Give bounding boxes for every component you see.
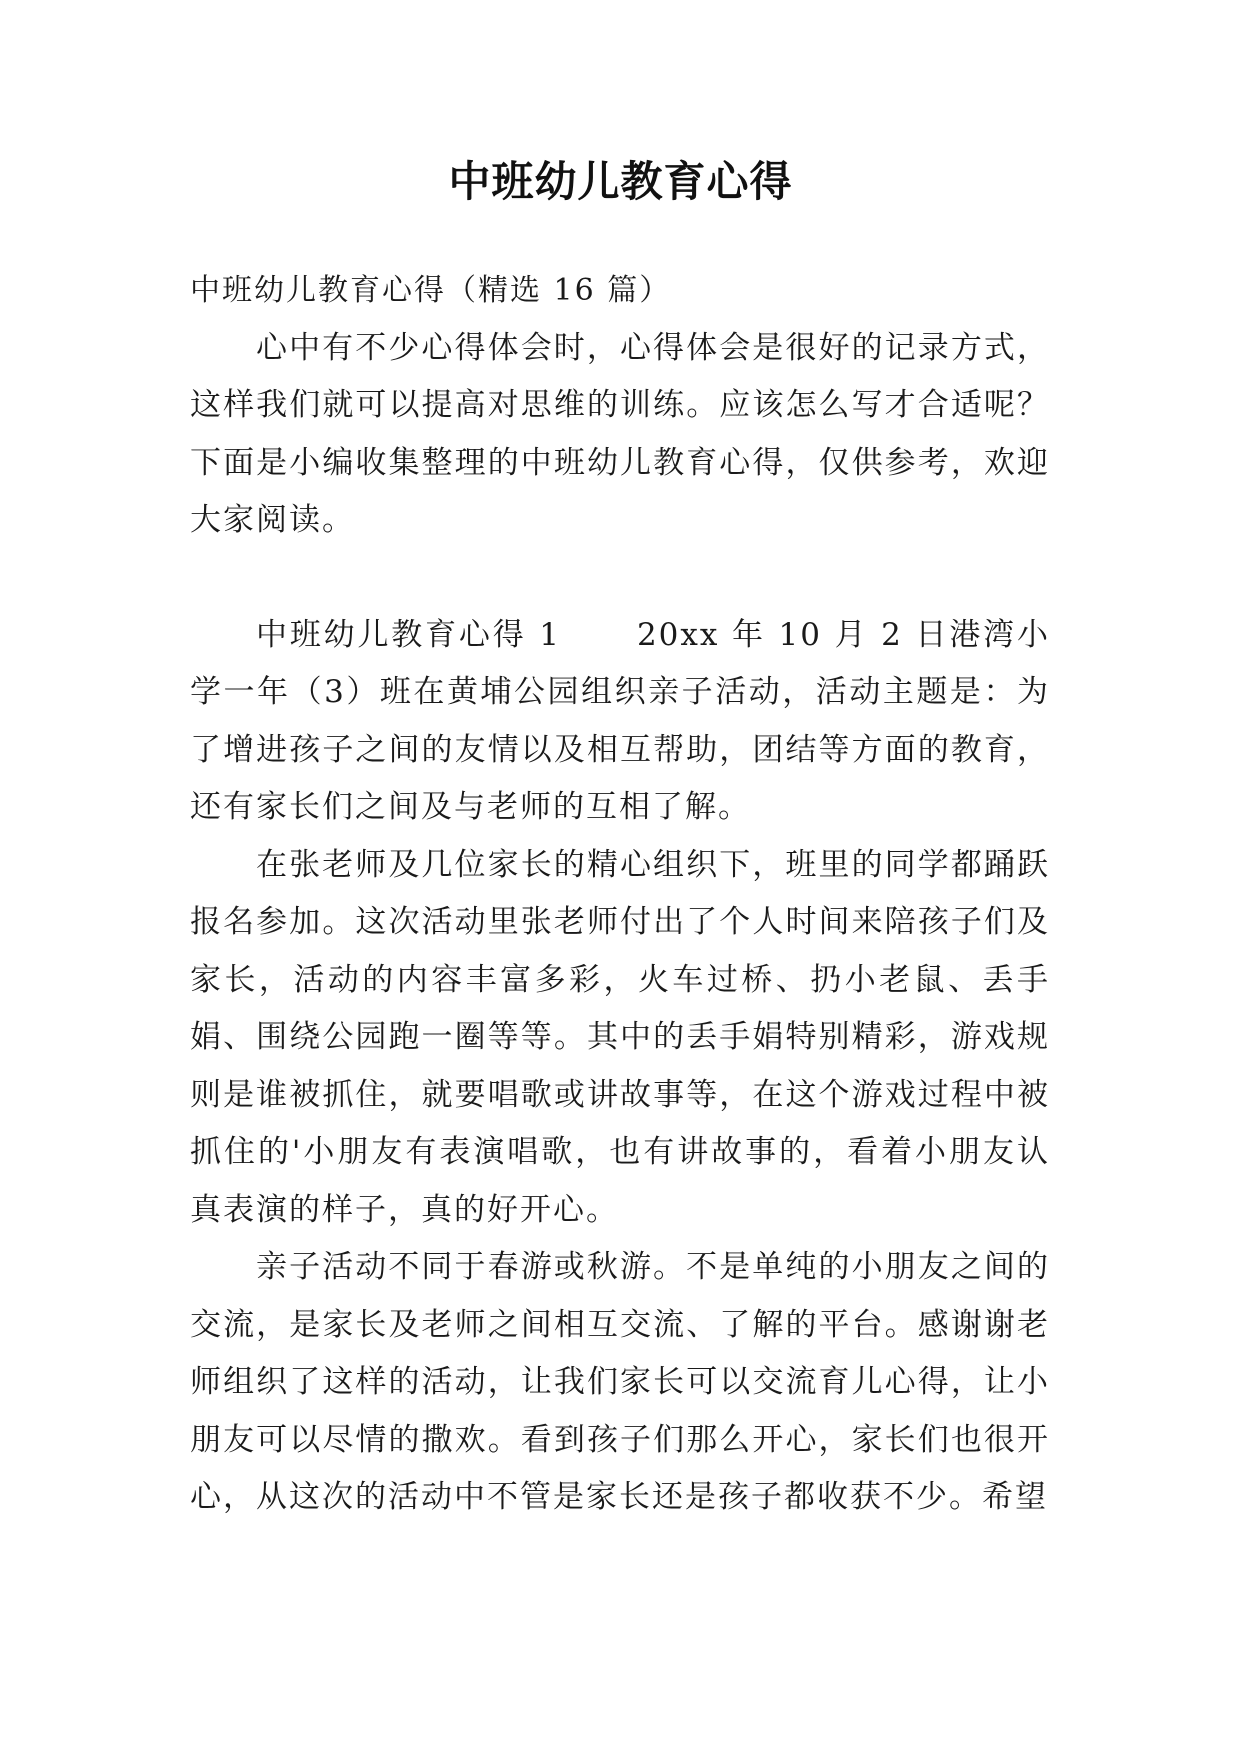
- section-1-heading: 中班幼儿教育心得 1: [256, 616, 561, 653]
- section-1-paragraph-3: 亲子活动不同于春游或秋游。不是单纯的小朋友之间的交流，是家长及老师之间相互交流、了解的平台。感谢谢老师组织了这样的活动，让我们家长可以交流育儿心得，让小朋友可以尽情的撒欢。看到孩子们那么开心，家长们也很开心，从这次的活动中不管是家长还是孩子都收获不少。希望: [190, 1249, 1050, 1515]
- document-title: 中班幼儿教育心得: [448, 157, 793, 206]
- document-subtitle: 中班幼儿教育心得（精选 16 篇）: [190, 273, 672, 308]
- document-body: [190, 262, 1050, 1527]
- section-1-paragraph-2: 在张老师及几位家长的精心组织下，班里的同学都踊跃报名参加。这次活动里张老师付出了个人时间来陪孩子们及家长，活动的内容丰富多彩，火车过桥、扔小老鼠、丢手娟、围绕公园跑一圈等等。其中的丢手娟特别精彩，游戏规则是谁被抓住，就要唱歌或讲故事等，在这个游戏过程中被抓住的'小朋友有表演唱歌，也有讲故事的，看着小朋友认真表演的样子，真的好开心。: [190, 846, 1050, 1228]
- section-gap: [190, 550, 1050, 607]
- intro-paragraph: 心中有不少心得体会时，心得体会是很好的记录方式，这样我们就可以提高对思维的训练。应该怎么写才合适呢？下面是小编收集整理的中班幼儿教育心得，仅供参考，欢迎大家阅读。: [190, 329, 1050, 538]
- section-1-paragraph-1: 20xx 年 10 月 2 日港湾小学一年（3）班在黄埔公园组织亲子活动，活动主题是：为了增进孩子之间的友情以及相互帮助，团结等方面的教育，还有家长们之间及与老师的互相了解。: [190, 616, 1050, 825]
- section-1-first-paragraph: [190, 607, 1050, 837]
